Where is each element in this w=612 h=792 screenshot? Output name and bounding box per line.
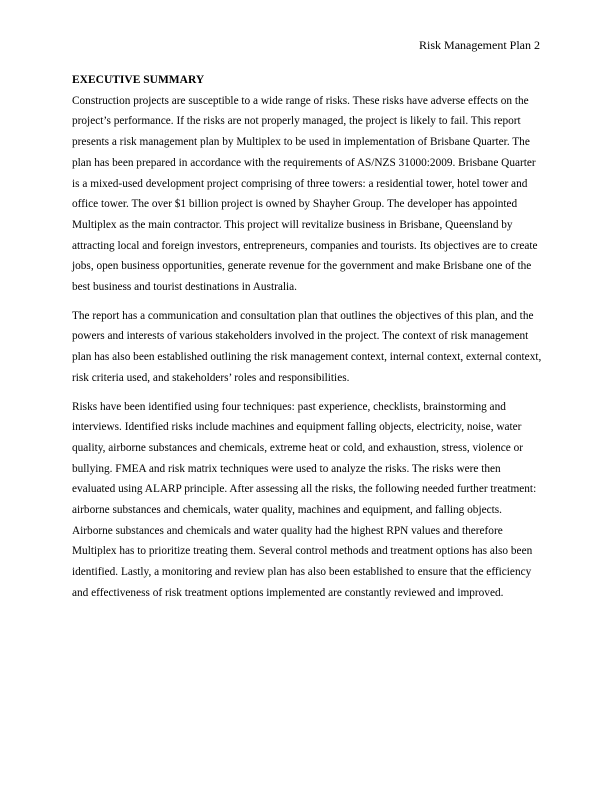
paragraph-communication-plan: The report has a communication and consultation plan that outlines the objectives of this plan, and the powers and interests of various stakeholders involved in the project. The context of risk management plan has also been established outlining the risk management context, internal context, external context, risk criteria used, and stakeholders’ roles and responsibilities. bbox=[72, 309, 542, 384]
section-heading: EXECUTIVE SUMMARY bbox=[72, 74, 205, 86]
document-body bbox=[72, 70, 542, 612]
running-head: Risk Management Plan 2 bbox=[419, 38, 540, 52]
paragraph-introduction: Construction projects are susceptible to a wide range of risks. These risks have adverse effects on the project’s performance. If the risks are not properly managed, the project is likely to fail. This report presents a risk management plan by Multiplex to be used in implementation of Brisbane Quarter. The plan has been prepared in accordance with the requirements of AS/NZS 31000:2009. Brisbane Quarter is a mixed-used development project comprising of three towers: a residential tower, hotel tower and office tower. The over $1 billion project is owned by Shayher Group. The developer has appointed Multiplex as the main contractor. This project will revitalize business in Brisbane, Queensland by attracting local and foreign investors, entrepreneurs, companies and tourists. Its objectives are to create jobs, open business opportunities, generate revenue for the government and make Brisbane one of the best business and tourist destinations in Australia. bbox=[72, 94, 538, 294]
paragraph-risk-identification: Risks have been identified using four techniques: past experience, checklists, brainstorming and interviews. Identified risks include machines and equipment falling objects, electricity, noise, water quality, airborne substances and chemicals, extreme heat or cold, and exhaustion, stress, violence or bullying. FMEA and risk matrix techniques were used to analyze the risks. The risks were then evaluated using ALARP principle. After assessing all the risks, the following needed further treatment: airborne substances and chemicals, water quality, machines and equipment, and falling objects. Airborne substances and chemicals and water quality had the highest RPN values and therefore Multiplex has to prioritize treating them. Several control methods and treatment options has also been identified. Lastly, a monitoring and review plan has also been established to ensure that the efficiency and effectiveness of risk treatment options implemented are constantly reviewed and improved. bbox=[72, 400, 537, 599]
